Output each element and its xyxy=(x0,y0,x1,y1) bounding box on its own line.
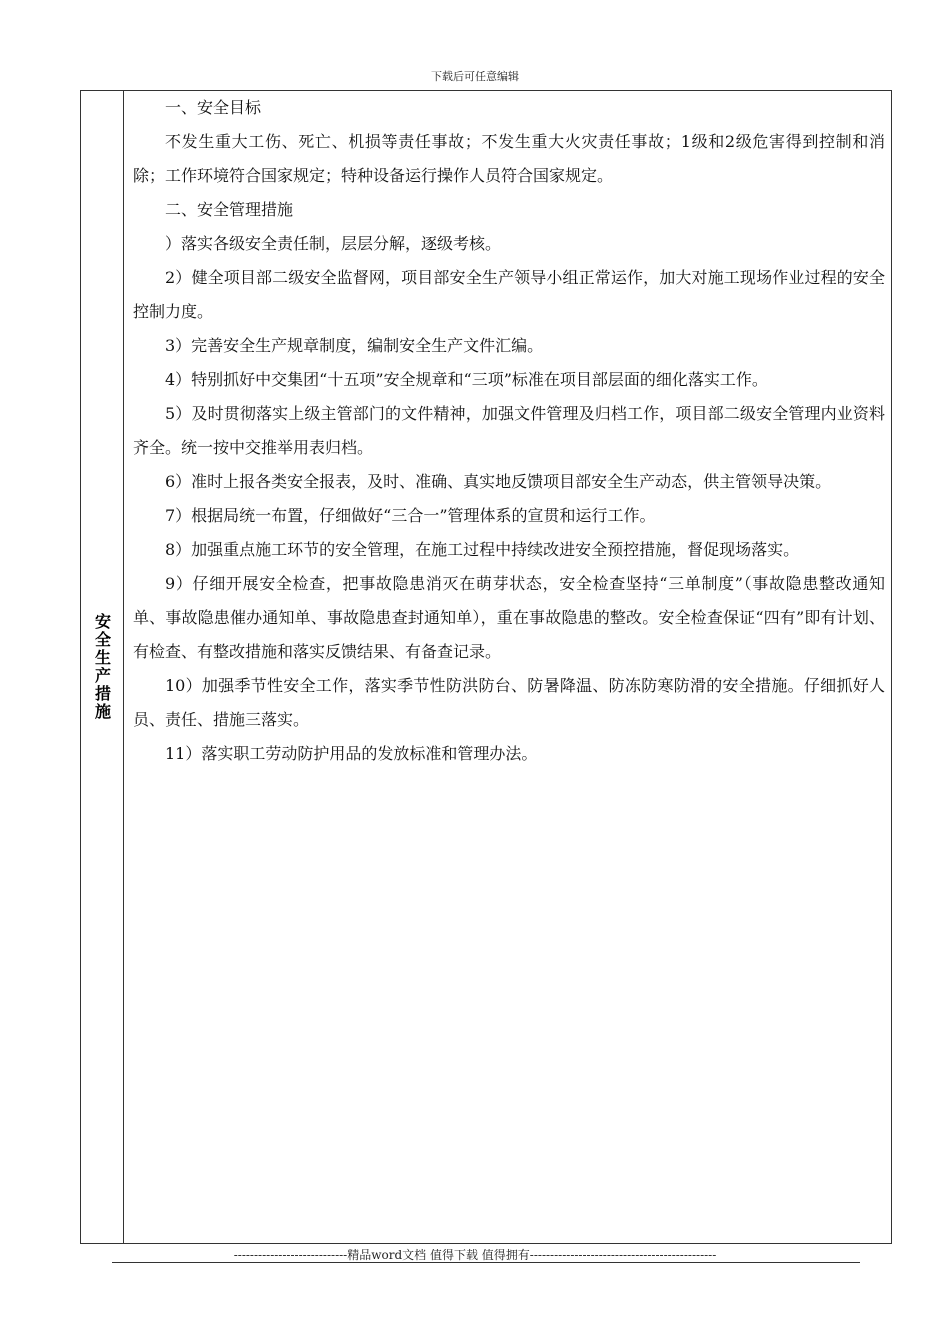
footer-text: ----------------------------精品word文档 值得下载 值得拥有---------------------------------------------- xyxy=(233,1248,717,1262)
document-table xyxy=(80,90,892,1244)
header-note: 下载后可任意编辑 xyxy=(431,70,519,83)
measure-item: 7）根据局统一布置，仔细做好“三合一”管理体系的宣贯和运行工作。 xyxy=(165,506,656,525)
section-heading-goal: 一、安全目标 xyxy=(165,98,262,117)
measure-item: 3）完善安全生产规章制度，编制安全生产文件汇编。 xyxy=(165,336,544,355)
goal-paragraph: 不发生重大工伤、死亡、机损等责任事故；不发生重大火灾责任事故；1级和2级危害得到控制和消除；工作环境符合国家规定；特种设备运行操作人员符合国家规定。 xyxy=(133,132,885,185)
measure-item: 2）健全项目部二级安全监督网，项目部安全生产领导小组正常运作，加大对施工现场作业过程的安全控制力度。 xyxy=(133,268,885,321)
measure-item: 10）加强季节性安全工作，落实季节性防洪防台、防暑降温、防冻防寒防滑的安全措施。仔细抓好人员、责任、措施三落实。 xyxy=(133,676,885,729)
measure-item: 5）及时贯彻落实上级主管部门的文件精神，加强文件管理及归档工作，项目部二级安全管理内业资料齐全。统一按中交推举用表归档。 xyxy=(133,404,885,457)
column-divider xyxy=(123,91,124,1243)
measure-item: 8）加强重点施工环节的安全管理，在施工过程中持续改进安全预控措施，督促现场落实。 xyxy=(165,540,800,559)
section-heading-measures: 二、安全管理措施 xyxy=(165,200,294,219)
footer-rule xyxy=(112,1262,860,1263)
side-label-cell xyxy=(81,91,123,1243)
measure-item: 9）仔细开展安全检查，把事故隐患消灭在萌芽状态，安全检查坚持“三单制度”（事故隐患整改通知单、事故隐患催办通知单、事故隐患查封通知单），重在事故隐患的整改。安全检查保证“四有”即有计划、有检查、有整改措施和落实反馈结果、有备查记录。 xyxy=(133,574,885,661)
side-label: 安全生产措施 xyxy=(92,613,112,721)
measure-item: 6）准时上报各类安全报表，及时、准确、真实地反馈项目部安全生产动态，供主管领导决策。 xyxy=(165,472,832,491)
measure-item: 11）落实职工劳动防护用品的发放标准和管理办法。 xyxy=(165,744,538,763)
measure-item: 4）特别抓好中交集团“十五项”安全规章和“三项”标准在项目部层面的细化落实工作。 xyxy=(165,370,768,389)
measure-item: ）落实各级安全责任制，层层分解，逐级考核。 xyxy=(165,234,502,253)
content-cell xyxy=(133,91,885,771)
